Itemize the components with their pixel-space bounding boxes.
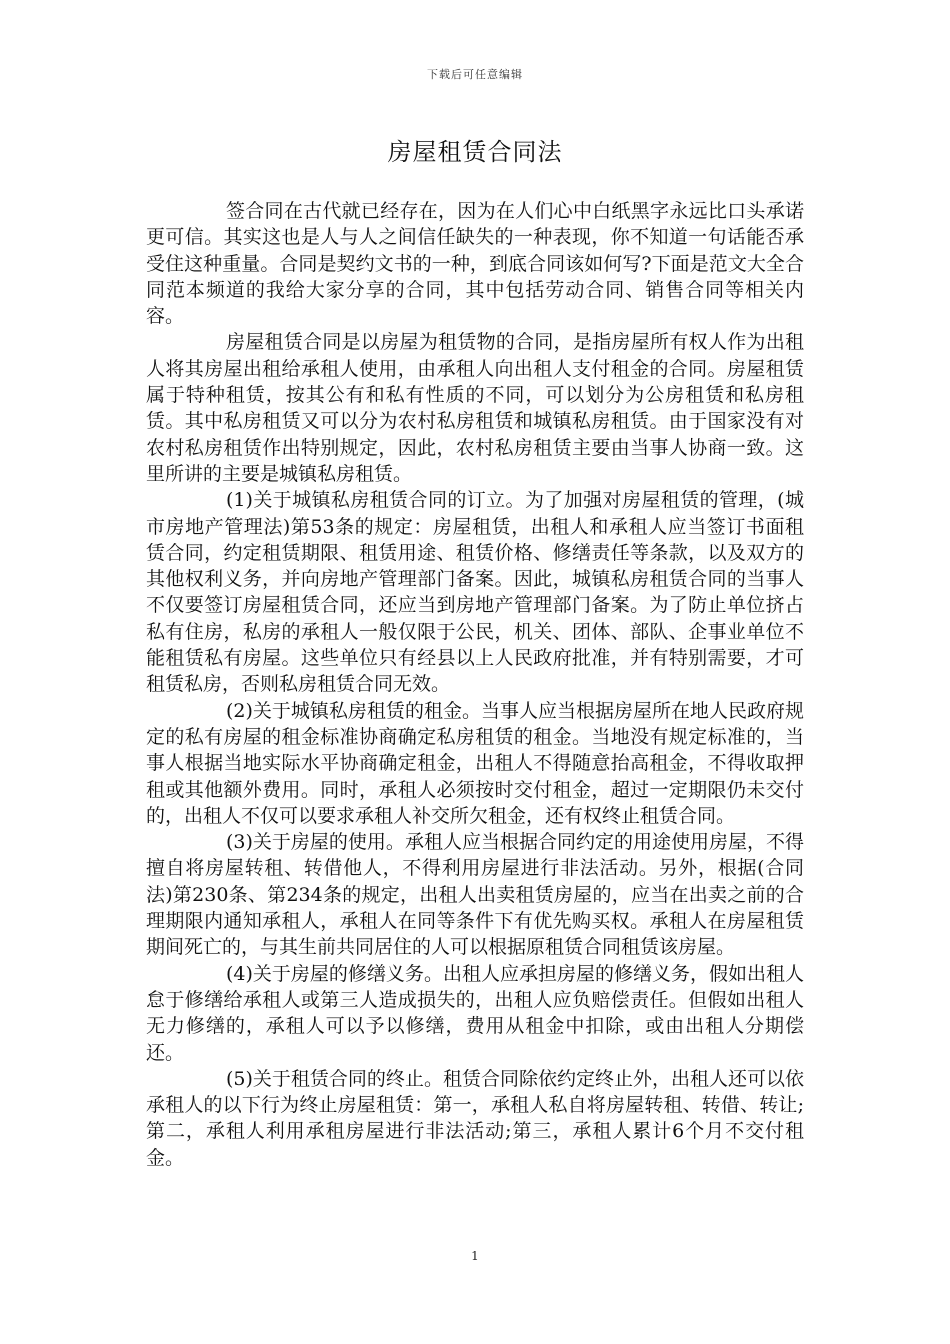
paragraph-definition: 房屋租赁合同是以房屋为租赁物的合同，是指房屋所有权人作为出租人将其房屋出租给承租人使用，由承租人向出租人支付租金的合同。房屋租赁属于特种租赁，按其公有和私有性质的不同，可以划分为公房租赁和私房租赁。其中私房租赁又可以分为农村私房租赁和城镇私房租赁。由于国家没有对农村私房租赁作出特别规定，因此，农村私房租赁主要由当事人协商一致。这里所讲的主要是城镇私房租赁。 (146, 331, 804, 485)
paragraph-contract-termination: (5)关于租赁合同的终止。租赁合同除依约定终止外，出租人还可以依承租人的以下行为终止房屋租赁：第一，承租人私自将房屋转租、转借、转让;第二，承租人利用承租房屋进行非法活动;第三，承租人累计6个月不交付租金。 (146, 1067, 804, 1169)
page-header-note: 下载后可任意编辑 (427, 68, 523, 81)
page-number: 1 (471, 1249, 479, 1263)
paragraph-house-use: (3)关于房屋的使用。承租人应当根据合同约定的用途使用房屋，不得擅自将房屋转租、转借他人，不得利用房屋进行非法活动。另外，根据(合同法)第230条、第234条的规定，出租人出卖租赁房屋的，应当在出卖之前的合理期限内通知承租人，承租人在同等条件下有优先购买权。承租人在房屋租赁期间死亡的，与其生前共同居住的人可以根据原租赁合同租赁该房屋。 (146, 831, 804, 959)
document-body (146, 198, 804, 1171)
paragraph-intro: 签合同在古代就已经存在，因为在人们心中白纸黑字永远比口头承诺更可信。其实这也是人与人之间信任缺失的一种表现，你不知道一句话能否承受住这种重量。合同是契约文书的一种，到底合同该如何写?下面是范文大全合同范本频道的我给大家分享的合同，其中包括劳动合同、销售合同等相关内容。 (146, 200, 804, 328)
paragraph-contract-formation: (1)关于城镇私房租赁合同的订立。为了加强对房屋租赁的管理，(城市房地产管理法)第53条的规定：房屋租赁，出租人和承租人应当签订书面租赁合同，约定租赁期限、租赁用途、租赁价格、修缮责任等条款，以及双方的其他权利义务，并向房地产管理部门备案。因此，城镇私房租赁合同的当事人不仅要签订房屋租赁合同，还应当到房地产管理部门备案。为了防止单位挤占私有住房，私房的承租人一般仅限于公民，机关、团体、部队、企事业单位不能租赁私有房屋。这些单位只有经县以上人民政府批准，并有特别需要，才可租赁私房，否则私房租赁合同无效。 (146, 489, 804, 696)
document-title: 房屋租赁合同法 (387, 138, 563, 166)
paragraph-rent: (2)关于城镇私房租赁的租金。当事人应当根据房屋所在地人民政府规定的私有房屋的租金标准协商确定私房租赁的租金。当地没有规定标准的，当事人根据当地实际水平协商确定租金，出租人不得随意抬高租金，不得收取押租或其他额外费用。同时，承租人必须按时交付租金，超过一定期限仍未交付的，出租人不仅可以要求承租人补交所欠租金，还有权终止租赁合同。 (146, 699, 804, 827)
paragraph-repair-obligation: (4)关于房屋的修缮义务。出租人应承担房屋的修缮义务，假如出租人怠于修缮给承租人或第三人造成损失的，出租人应负赔偿责任。但假如出租人无力修缮的，承租人可以予以修缮，费用从租金中扣除，或由出租人分期偿还。 (146, 962, 804, 1064)
